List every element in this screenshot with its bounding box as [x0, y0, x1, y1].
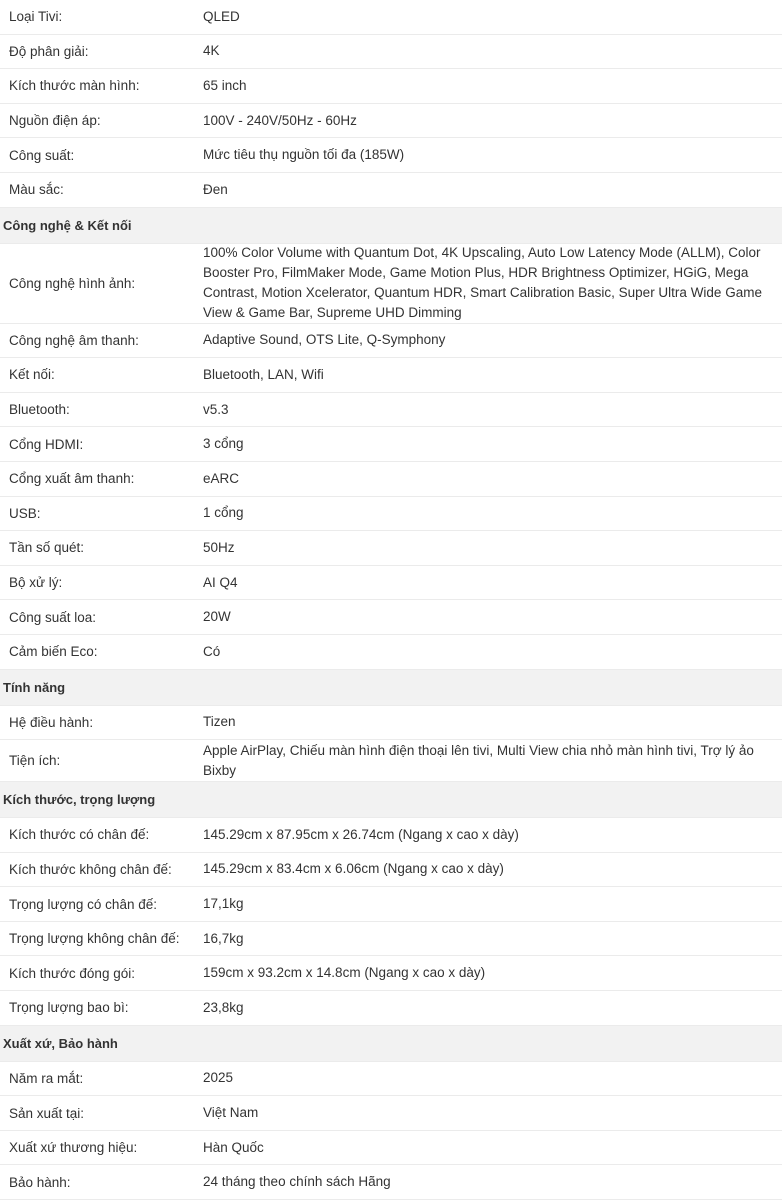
spec-row-bo-xu-ly — [0, 566, 782, 601]
spec-label: Công suất loa: — [9, 609, 97, 625]
spec-value: 23,8kg — [203, 999, 244, 1015]
spec-label: Sản xuất tại: — [9, 1105, 85, 1121]
spec-label: Cảm biến Eco: — [9, 644, 98, 660]
spec-value: 1 cổng — [203, 505, 244, 521]
spec-value: 145.29cm x 87.95cm x 26.74cm (Ngang x cao x dày) — [203, 826, 519, 842]
spec-value: 65 inch — [203, 77, 247, 93]
spec-label: Kích thước có chân đế: — [9, 827, 150, 843]
spec-label: Kết nối: — [9, 367, 55, 383]
spec-value: AI Q4 — [203, 574, 238, 590]
spec-value: 16,7kg — [203, 930, 244, 946]
spec-value: Đen — [203, 181, 228, 197]
spec-value: 2025 — [203, 1070, 234, 1086]
spec-label: Công suất: — [9, 147, 75, 163]
section-header-kich-thuoc-trong-luong: Kích thước, trọng lượng — [0, 782, 782, 818]
spec-value: Tizen — [203, 714, 236, 730]
spec-label: Bộ xử lý: — [9, 575, 63, 591]
spec-row-trong-luong-co-chan-de — [0, 887, 782, 922]
spec-label: Màu sắc: — [9, 182, 64, 198]
spec-value: Mức tiêu thụ nguồn tối đa (185W) — [203, 147, 405, 163]
spec-label: Độ phân giải: — [9, 43, 89, 59]
spec-row-cong-nghe-am-thanh — [0, 324, 782, 359]
spec-value: Việt Nam — [203, 1105, 259, 1121]
spec-row-ket-noi — [0, 358, 782, 393]
section-header-tinh-nang: Tính năng — [0, 670, 782, 706]
section-header-xuat-xu-bao-hanh: Xuất xứ, Bảo hành — [0, 1026, 782, 1062]
spec-value: 50Hz — [203, 539, 235, 555]
spec-value: 159cm x 93.2cm x 14.8cm (Ngang x cao x dày) — [203, 965, 486, 981]
spec-row-nam-ra-mat — [0, 1062, 782, 1097]
spec-label: Năm ra mắt: — [9, 1070, 84, 1086]
spec-value: Bluetooth, LAN, Wifi — [203, 366, 324, 382]
spec-label: Bảo hành: — [9, 1174, 71, 1190]
spec-row-cong-hdmi — [0, 427, 782, 462]
spec-label: Công nghệ âm thanh: — [9, 332, 139, 348]
spec-row-he-dieu-hanh — [0, 706, 782, 741]
spec-row-trong-luong-bao-bi — [0, 991, 782, 1026]
spec-value: 100V - 240V/50Hz - 60Hz — [203, 112, 357, 128]
spec-row-bluetooth — [0, 393, 782, 428]
spec-row-kich-thuoc-co-chan-de — [0, 818, 782, 853]
spec-row-tan-so-quet — [0, 531, 782, 566]
spec-row-mau-sac — [0, 173, 782, 208]
spec-value: 145.29cm x 83.4cm x 6.06cm (Ngang x cao x dày) — [203, 861, 504, 877]
spec-row-kich-thuoc-khong-chan-de — [0, 853, 782, 888]
spec-label: Bluetooth: — [9, 402, 70, 418]
spec-value: Có — [203, 643, 221, 659]
spec-row-kich-thuoc-dong-goi — [0, 956, 782, 991]
spec-value: 100% Color Volume with Quantum Dot, 4K Upscaling, Auto Low Latency Mode (ALLM), Color Booster Pro, FilmMaker Mode, Game Motion Plus, HDR Brightness Optimizer, HGiG, Mega Contrast, Motion Xcelerator, Quantum HDR, Smart Calibration Basic, Super Ultra Wide Game View & Game Bar, Supreme UHD Dimming — [203, 245, 762, 321]
spec-label: Xuất xứ thương hiệu: — [9, 1140, 138, 1156]
spec-label: Trọng lượng bao bì: — [9, 1000, 129, 1016]
spec-row-san-xuat-tai — [0, 1096, 782, 1131]
spec-label: Tần số quét: — [9, 540, 85, 556]
spec-label: Cổng HDMI: — [9, 436, 84, 452]
spec-label: Tiện ích: — [9, 753, 61, 769]
spec-row-cong-suat-loa — [0, 600, 782, 635]
spec-value: 17,1kg — [203, 896, 244, 912]
spec-row-cam-bien-eco — [0, 635, 782, 670]
spec-row-cong-suat — [0, 138, 782, 173]
spec-label: Trọng lượng có chân đế: — [9, 896, 157, 912]
spec-label: Công nghệ hình ảnh: — [9, 275, 136, 291]
spec-row-cong-xuat-am-thanh — [0, 462, 782, 497]
spec-label: Kích thước đóng gói: — [9, 965, 135, 981]
spec-value: 3 cổng — [203, 436, 244, 452]
spec-label: Loại Tivi: — [9, 9, 63, 25]
spec-label: Nguồn điện áp: — [9, 113, 101, 129]
spec-row-nguon-dien-ap — [0, 104, 782, 139]
spec-value: Apple AirPlay, Chiếu màn hình điện thoại lên tivi, Multi View chia nhỏ màn hình tivi, Trợ lý ảo Bixby — [203, 742, 754, 778]
spec-row-xuat-xu-thuong-hieu — [0, 1131, 782, 1166]
spec-label: Cổng xuất âm thanh: — [9, 471, 135, 487]
spec-label: Kích thước màn hình: — [9, 78, 140, 94]
spec-value: 4K — [203, 43, 220, 59]
spec-label: Kích thước không chân đế: — [9, 861, 172, 877]
spec-label: USB: — [9, 505, 41, 521]
spec-row-do-phan-giai — [0, 35, 782, 70]
spec-row-bao-hanh — [0, 1165, 782, 1200]
spec-row-trong-luong-khong-chan-de — [0, 922, 782, 957]
spec-row-usb — [0, 497, 782, 532]
spec-value: eARC — [203, 470, 240, 486]
spec-label: Trọng lượng không chân đế: — [9, 931, 180, 947]
spec-value: v5.3 — [203, 401, 229, 417]
spec-value: 20W — [203, 609, 231, 625]
spec-label: Hệ điều hành: — [9, 714, 94, 730]
section-header-cong-nghe-ket-noi: Công nghệ & Kết nối — [0, 208, 782, 244]
spec-value: 24 tháng theo chính sách Hãng — [203, 1174, 391, 1190]
spec-value: QLED — [203, 8, 240, 24]
spec-row-tien-ich — [0, 740, 782, 782]
spec-value: Hàn Quốc — [203, 1139, 264, 1155]
spec-row-kich-thuoc-man-hinh — [0, 69, 782, 104]
spec-row-cong-nghe-hinh-anh — [0, 244, 782, 324]
spec-row-loai-tivi — [0, 0, 782, 35]
spec-value: Adaptive Sound, OTS Lite, Q-Symphony — [203, 332, 446, 348]
